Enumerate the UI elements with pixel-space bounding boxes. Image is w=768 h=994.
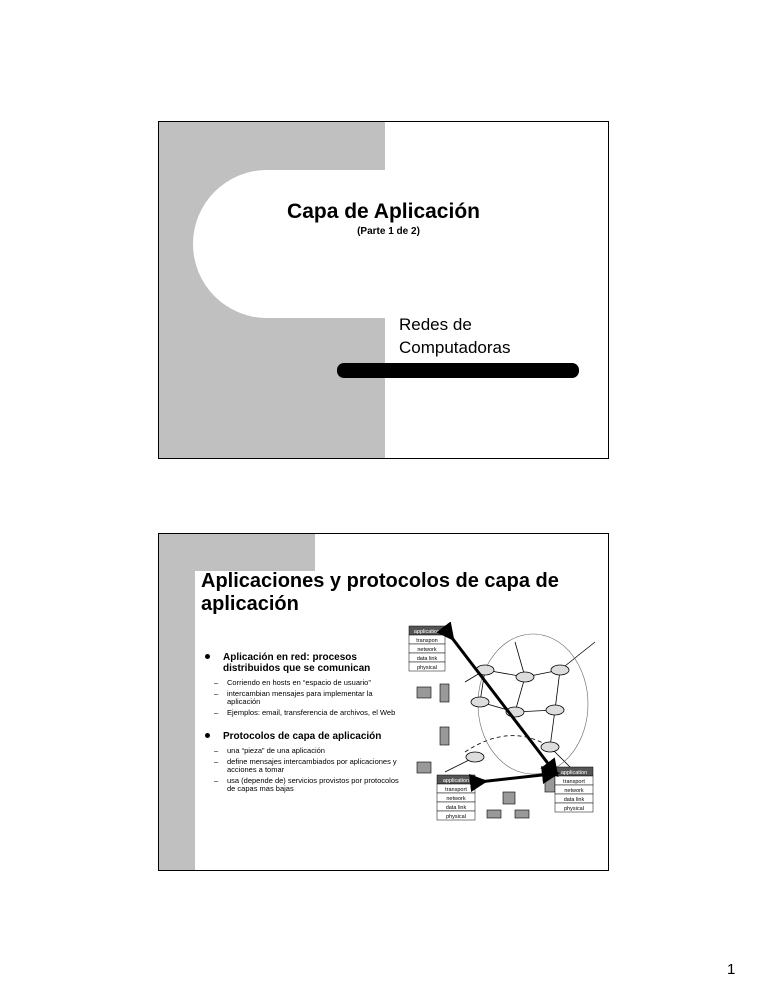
stack-label: transpon — [416, 638, 438, 644]
bullet-item: Aplicación en red: procesos distribuidos que se comunican — [205, 652, 405, 674]
bullet-list — [205, 652, 405, 807]
stack-label: physical — [446, 814, 466, 820]
sub-item: – Corriendo en hosts en “espacio de usuario” — [214, 678, 371, 687]
bullet-item: Protocolos de capa de aplicación — [205, 731, 405, 742]
sub-item: – intercambian mensajes para implementar la aplicación — [214, 689, 373, 706]
bullet-group — [205, 731, 405, 793]
stack-label: physical — [417, 665, 437, 671]
slide-gray-band — [159, 534, 195, 870]
sub-item: – una “pieza” de una aplicación — [214, 746, 325, 755]
slide-subtitle: (Parte 1 de 2) — [357, 226, 420, 237]
protocol-stack-left — [437, 775, 475, 820]
protocol-stack-right — [555, 767, 593, 812]
sub-item: – usa (depende de) servicios provistos por protocolos de capas mas bajas — [214, 776, 399, 793]
page-number: 1 — [727, 961, 736, 978]
bullet-icon — [205, 654, 210, 659]
stack-label: transport — [445, 787, 467, 793]
stack-label: data link — [563, 797, 585, 803]
slide-title: Capa de Aplicación — [287, 200, 480, 223]
stack-label: application — [413, 629, 441, 635]
network-links-icon — [445, 634, 595, 774]
slide-title: Aplicaciones y protocolos de capa de aplicación — [201, 570, 559, 615]
slide-title-block — [193, 170, 609, 318]
stack-label: network — [564, 788, 584, 794]
stack-label: physical — [564, 806, 584, 812]
title-slide — [158, 121, 609, 459]
sub-item: – define mensajes intercambiados por aplicaciones y acciones a tomar — [214, 757, 397, 774]
stack-label: network — [446, 796, 466, 802]
bullet-group — [205, 652, 405, 717]
stack-label: network — [417, 647, 437, 653]
sub-item: – Ejemplos: email, transferencia de archivos, el Web — [214, 708, 396, 717]
protocol-stack-top — [409, 626, 445, 671]
stack-label: transport — [563, 779, 585, 785]
content-slide — [158, 533, 609, 871]
stack-label: data link — [416, 656, 438, 662]
course-name: Redes de Computadoras — [399, 315, 511, 357]
stack-label: data link — [445, 805, 467, 811]
stack-label: application — [442, 778, 470, 784]
stack-label: application — [560, 770, 588, 776]
network-diagram — [405, 622, 605, 832]
decorative-bar — [337, 363, 579, 378]
bullet-icon — [205, 733, 210, 738]
slide-gray-corner — [159, 534, 315, 571]
